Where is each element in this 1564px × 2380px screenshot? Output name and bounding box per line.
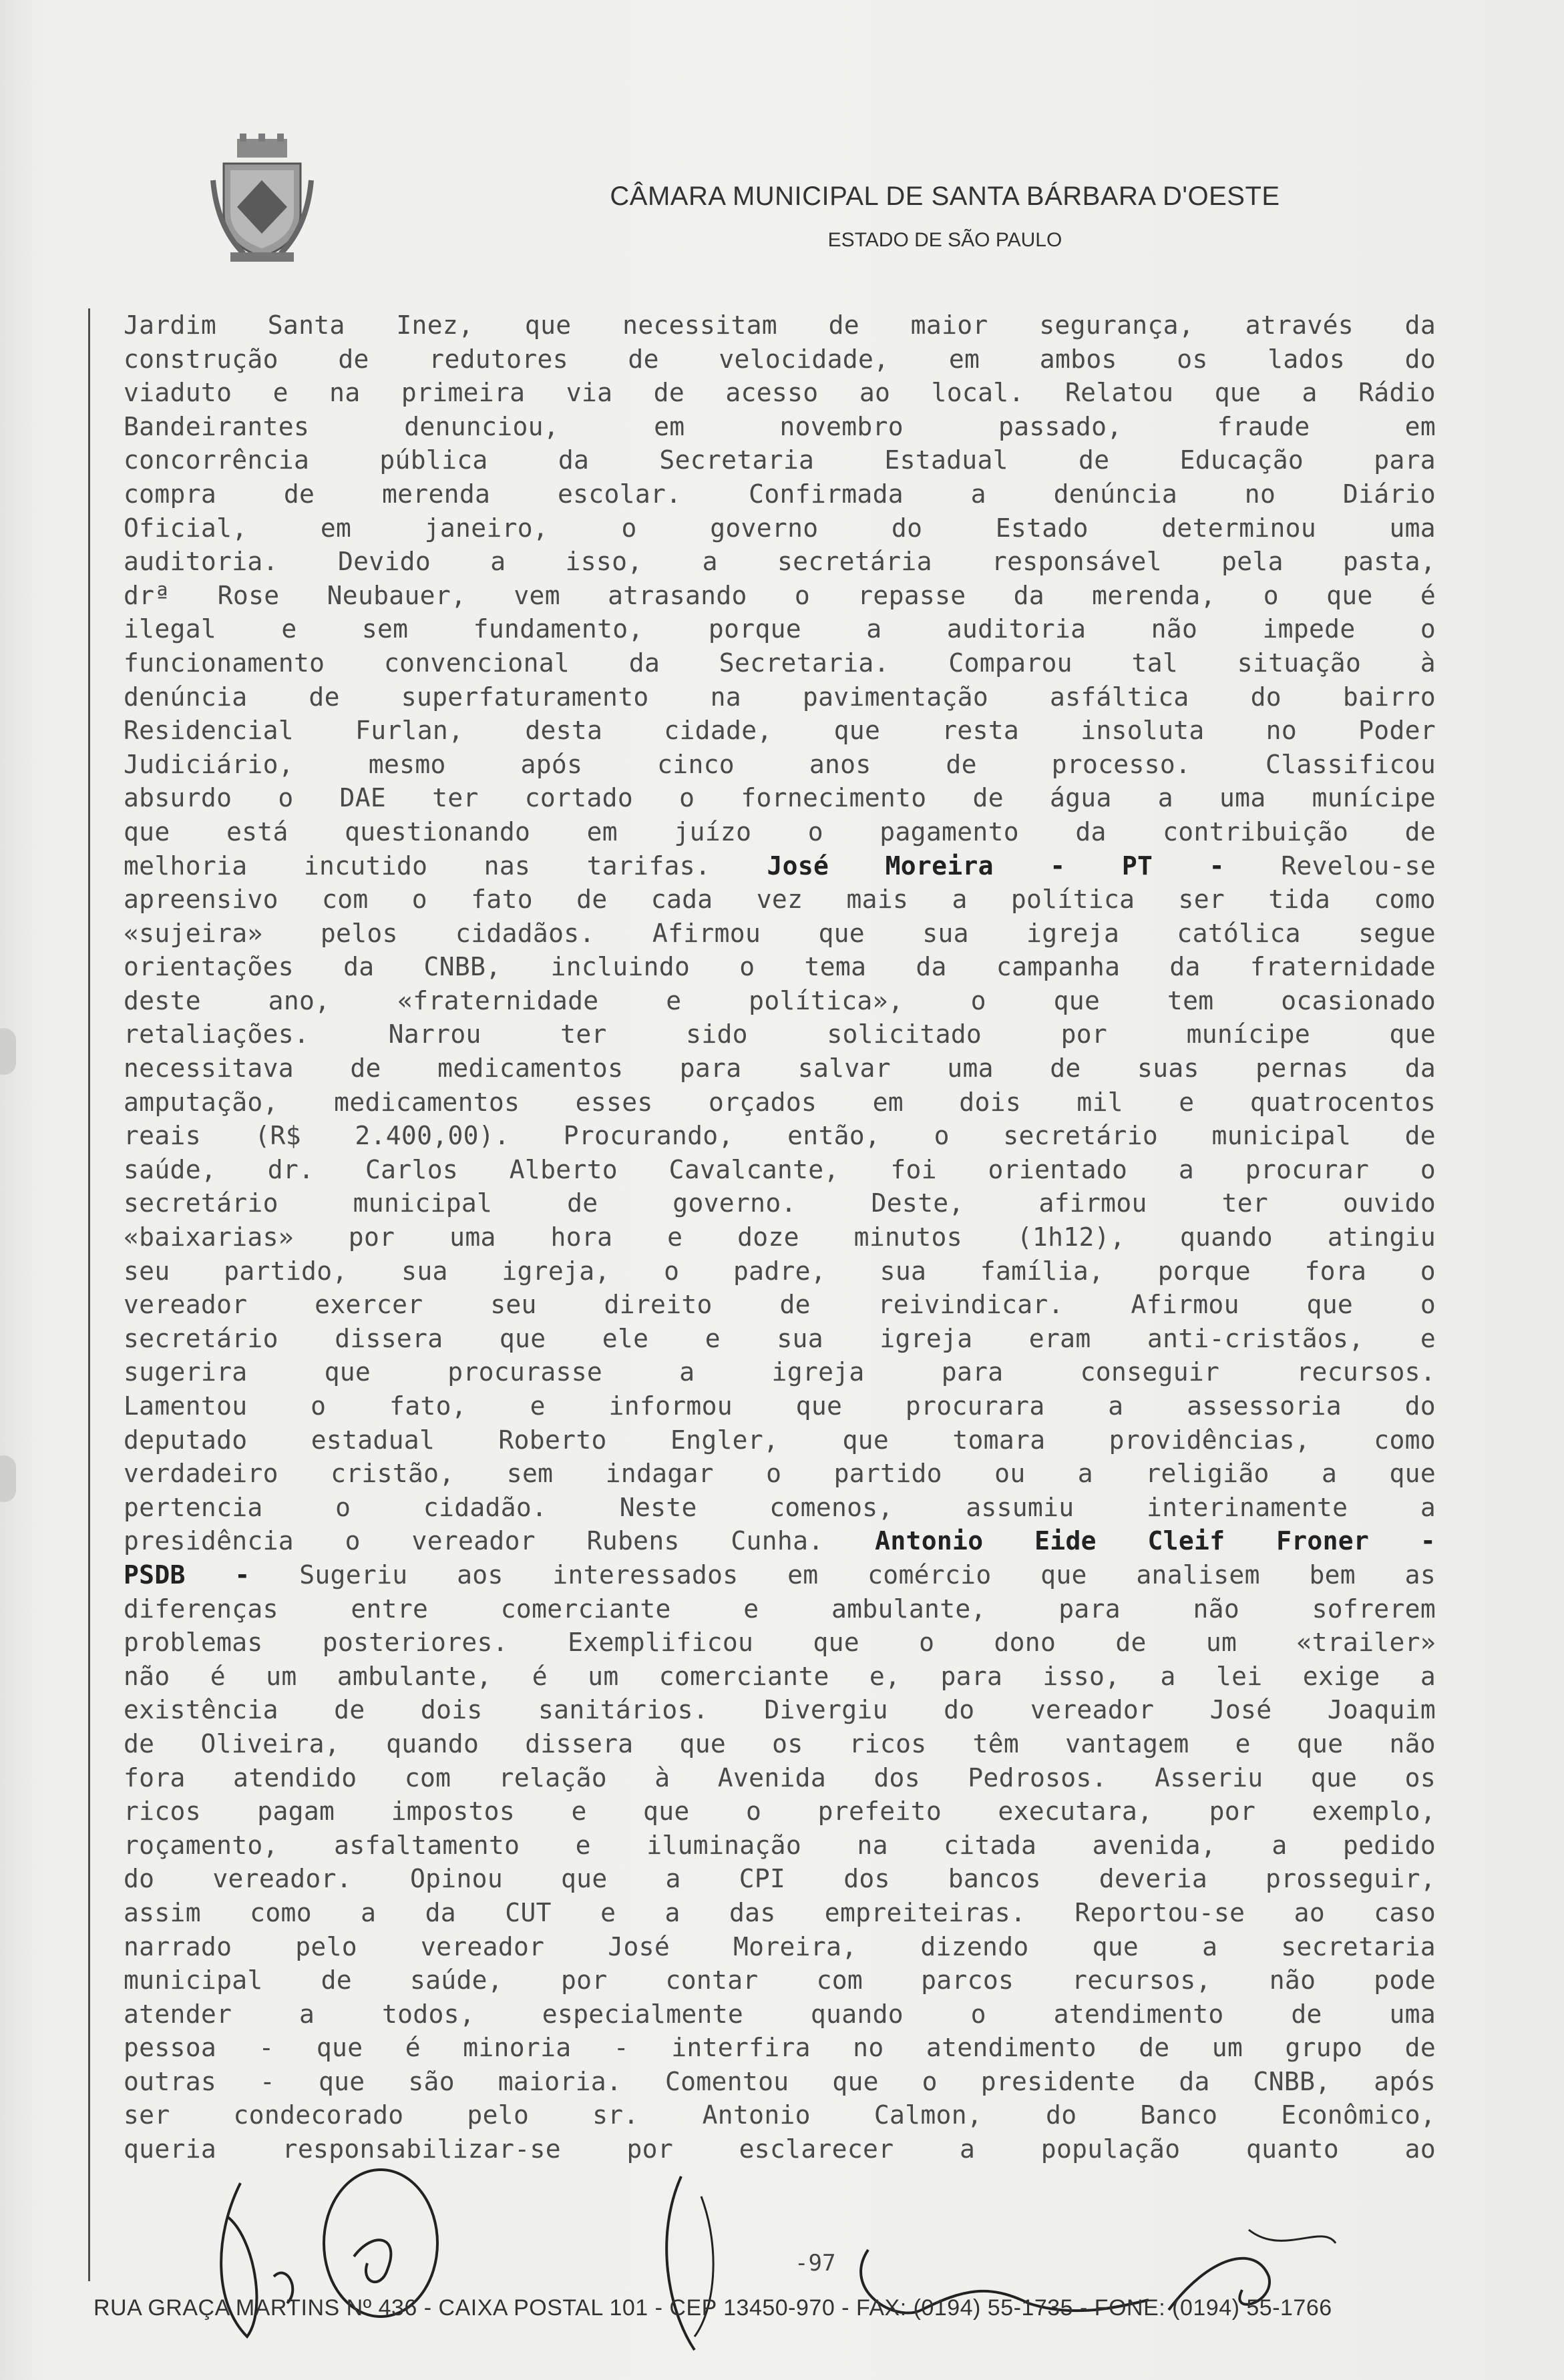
text-line: pessoa - que é minoria - interfira no atendimento de um grupo de xyxy=(124,2033,1436,2063)
text-line: compra de merenda escolar. Confirmada a denúncia no Diário xyxy=(124,479,1436,509)
text-line: saúde, dr. Carlos Alberto Cavalcante, foi orientado a procurar o xyxy=(124,1154,1436,1184)
speaker-name: Antonio Eide Cleif Froner - xyxy=(875,1526,1436,1556)
text-line: Judiciário, mesmo após cinco anos de processo. Classificou xyxy=(124,749,1436,779)
text-line: ser condecorado pelo sr. Antonio Calmon, do Banco Econômico, xyxy=(124,2100,1436,2130)
footer-address: RUA GRAÇA MARTINS Nº 436 - CAIXA POSTAL 101 - CEP 13450-970 - FAX: (0194) 55-1735 - FONE: (0194) 55-1766 xyxy=(93,2295,1332,2321)
text-line: diferenças entre comerciante e ambulante, para não sofrerem xyxy=(124,1594,1436,1624)
letterhead-subtitle: ESTADO DE SÃO PAULO xyxy=(827,229,1062,251)
text-line-speaker xyxy=(124,849,1436,883)
text-line: roçamento, asfaltamento e iluminação na citada avenida, a pedido xyxy=(124,1830,1436,1860)
text-line: amputação, medicamentos esses orçados em dois mil e quatrocentos xyxy=(124,1087,1436,1117)
text-segment: Revelou-se xyxy=(1281,851,1436,881)
text-line: Bandeirantes denunciou, em novembro passado, fraude em xyxy=(124,411,1436,441)
text-line: reais (R$ 2.400,00). Procurando, então, o secretário municipal de xyxy=(124,1121,1436,1151)
text-line: viaduto e na primeira via de acesso ao local. Relatou que a Rádio xyxy=(124,378,1436,408)
text-line: construção de redutores de velocidade, em ambos os lados do xyxy=(124,344,1436,374)
text-line: assim como a da CUT e a das empreiteiras. Reportou-se ao caso xyxy=(124,1897,1436,1927)
text-line: queria responsabilizar-se por esclarecer a população quanto ao xyxy=(124,2134,1436,2164)
text-segment: Sugeriu aos interessados em comércio que analisem bem as xyxy=(299,1560,1436,1590)
text-line: «baixarias» por uma hora e doze minutos (1h12), quando atingiu xyxy=(124,1222,1436,1252)
letterhead-title: CÂMARA MUNICIPAL DE SANTA BÁRBARA D'OESTE xyxy=(610,182,1280,211)
text-line: ilegal e sem fundamento, porque a auditoria não impede o xyxy=(124,614,1436,644)
text-line: apreensivo com o fato de cada vez mais a política ser tida como xyxy=(124,885,1436,915)
text-line: fora atendido com relação à Avenida dos Pedrosos. Asseriu que os xyxy=(124,1762,1436,1793)
text-line: atender a todos, especialmente quando o atendimento de uma xyxy=(124,1999,1436,2029)
text-line: auditoria. Devido a isso, a secretária responsável pela pasta, xyxy=(124,547,1436,577)
text-line-speaker xyxy=(124,1558,1436,1592)
text-line: problemas posteriores. Exemplificou que o dono de um «trailer» xyxy=(124,1628,1436,1658)
text-line: Jardim Santa Inez, que necessitam de maior segurança, através da xyxy=(124,310,1436,340)
text-line-speaker xyxy=(124,1524,1436,1558)
text-line: outras - que são maioria. Comentou que o presidente da CNBB, após xyxy=(124,2066,1436,2096)
text-line: Lamentou o fato, e informou que procurara a assessoria do xyxy=(124,1391,1436,1421)
text-line: absurdo o DAE ter cortado o fornecimento de água a uma munícipe xyxy=(124,783,1436,813)
text-line: concorrência pública da Secretaria Estadual de Educação para xyxy=(124,445,1436,475)
text-line: ricos pagam impostos e que o prefeito executara, por exemplo, xyxy=(124,1797,1436,1827)
text-segment: presidência o vereador Rubens Cunha. xyxy=(124,1526,824,1556)
text-line: Residencial Furlan, desta cidade, que resta insoluta no Poder xyxy=(124,716,1436,746)
text-line: municipal de saúde, por contar com parcos recursos, não pode xyxy=(124,1965,1436,1995)
text-line: narrado pelo vereador José Moreira, dizendo que a secretaria xyxy=(124,1931,1436,1961)
text-line: funcionamento convencional da Secretaria. Comparou tal situação à xyxy=(124,648,1436,678)
text-line: drª Rose Neubauer, vem atrasando o repasse da merenda, o que é xyxy=(124,580,1436,610)
text-line: existência de dois sanitários. Divergiu do vereador José Joaquim xyxy=(124,1695,1436,1725)
text-line: não é um ambulante, é um comerciante e, para isso, a lei exige a xyxy=(124,1661,1436,1691)
text-line: retaliações. Narrou ter sido solicitado por munícipe que xyxy=(124,1019,1436,1049)
text-line: sugerira que procurasse a igreja para conseguir recursos. xyxy=(124,1357,1436,1387)
text-line: deputado estadual Roberto Engler, que tomara providências, como xyxy=(124,1425,1436,1455)
minutes-text xyxy=(124,308,1436,2166)
text-line: orientações da CNBB, incluindo o tema da campanha da fraternidade xyxy=(124,952,1436,982)
text-line: secretário municipal de governo. Deste, afirmou ter ouvido xyxy=(124,1188,1436,1218)
text-line: que está questionando em juízo o pagamento da contribuição de xyxy=(124,816,1436,847)
text-line: deste ano, «fraternidade e política», o que tem ocasionado xyxy=(124,985,1436,1015)
binder-hole xyxy=(0,1455,16,1502)
text-line: vereador exercer seu direito de reivindicar. Afirmou que o xyxy=(124,1290,1436,1320)
text-line: pertencia o cidadão. Neste comenos, assumiu interinamente a xyxy=(124,1492,1436,1522)
margin-rule xyxy=(88,308,90,2281)
speaker-name: José Moreira - PT - xyxy=(767,851,1282,881)
text-segment: melhoria incutido nas tarifas. xyxy=(124,851,711,881)
handwritten-signatures xyxy=(187,2156,1509,2357)
text-line: Oficial, em janeiro, o governo do Estado determinou uma xyxy=(124,513,1436,543)
page-number: -97 xyxy=(795,2250,836,2277)
text-line: do vereador. Opinou que a CPI dos bancos deveria prosseguir, xyxy=(124,1864,1436,1894)
text-line: «sujeira» pelos cidadãos. Afirmou que sua igreja católica segue xyxy=(124,918,1436,948)
text-line: de Oliveira, quando dissera que os ricos têm vantagem e que não xyxy=(124,1728,1436,1758)
text-line: denúncia de superfaturamento na pavimentação asfáltica do bairro xyxy=(124,682,1436,712)
text-line: verdadeiro cristão, sem indagar o partido ou a religião a que xyxy=(124,1459,1436,1489)
binder-hole xyxy=(0,1028,16,1075)
speaker-party: PSDB - xyxy=(124,1560,300,1590)
text-line: seu partido, sua igreja, o padre, sua família, porque fora o xyxy=(124,1256,1436,1286)
text-line: necessitava de medicamentos para salvar uma de suas pernas da xyxy=(124,1053,1436,1084)
text-line: secretário dissera que ele e sua igreja eram anti-cristãos, e xyxy=(124,1323,1436,1353)
